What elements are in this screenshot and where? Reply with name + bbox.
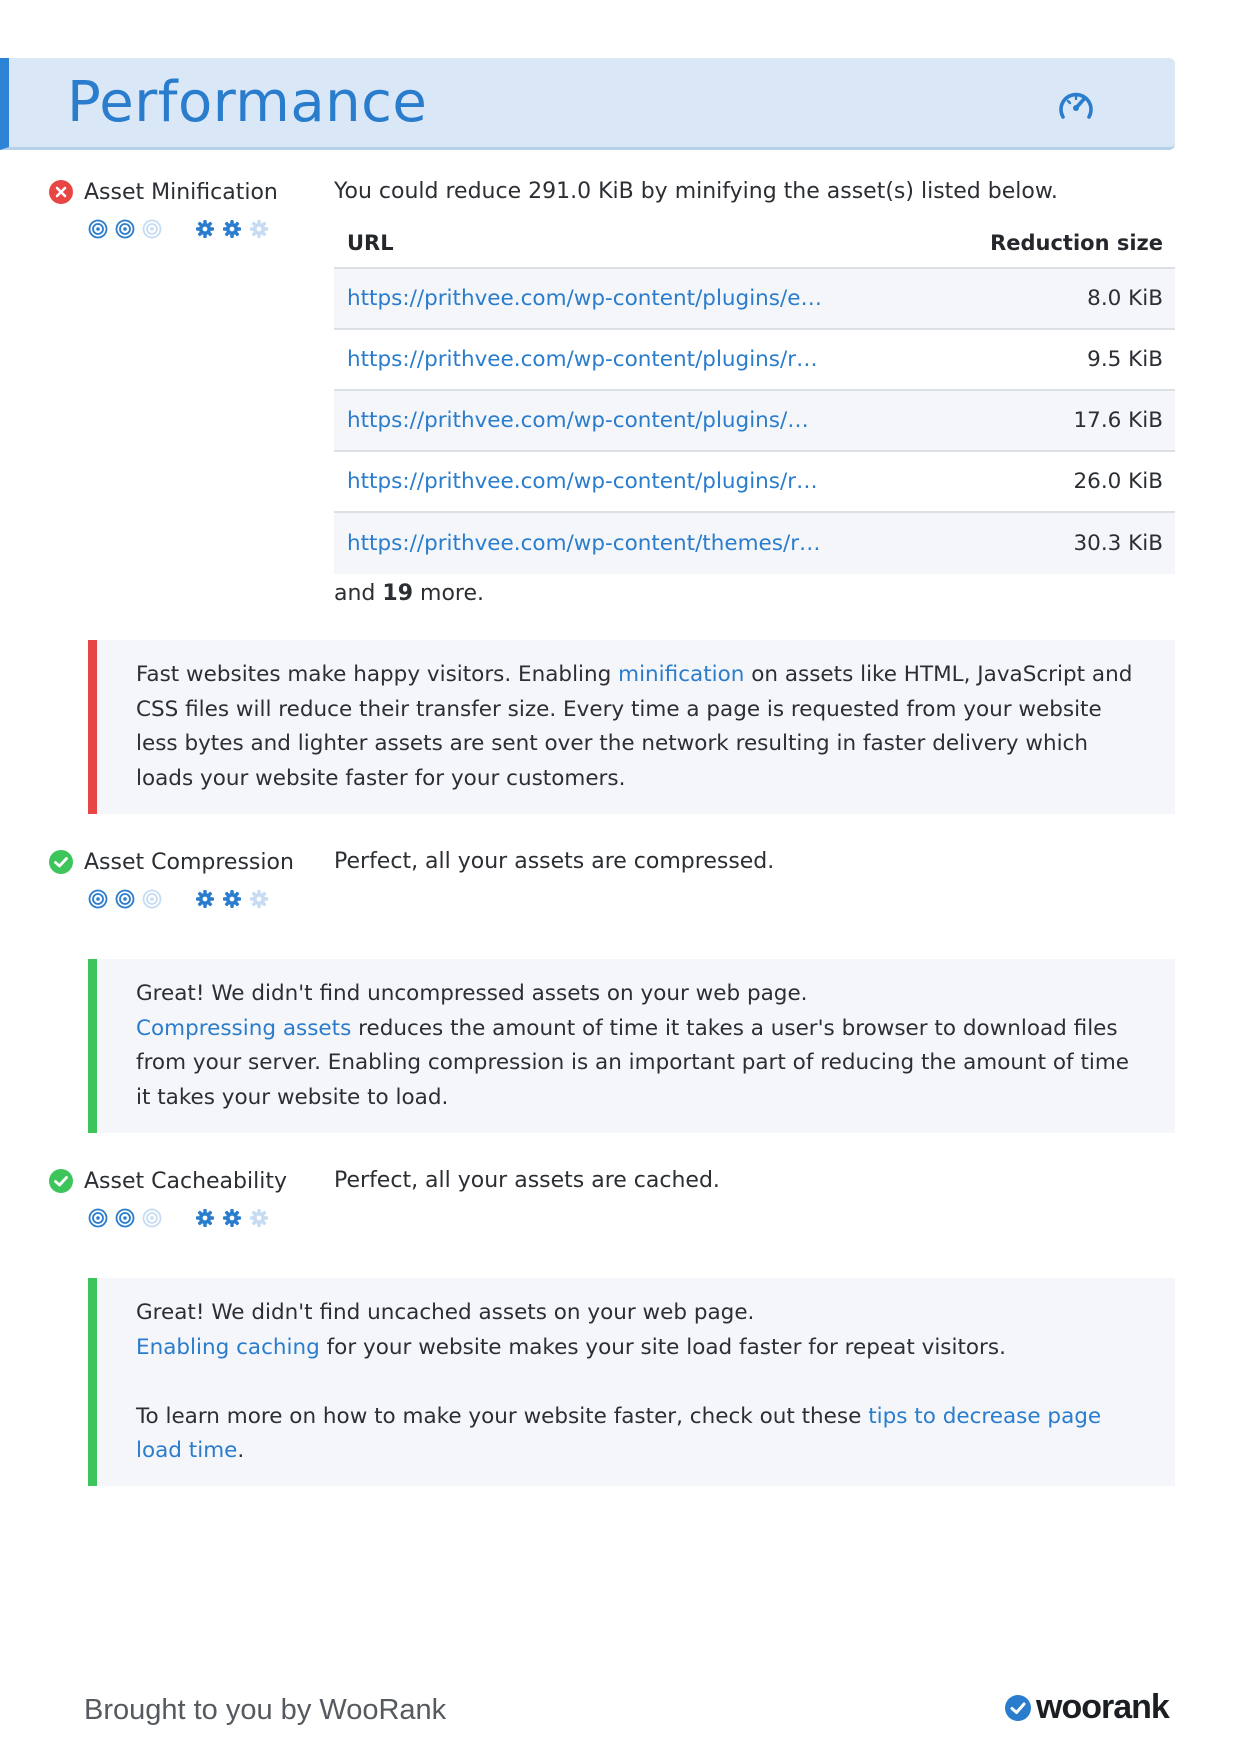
impact-target-icon xyxy=(115,1208,135,1228)
table-row xyxy=(334,269,1175,330)
column-header-url: URL xyxy=(347,231,394,255)
table-header xyxy=(334,219,1175,269)
difficulty-gear-icon xyxy=(195,1208,215,1228)
minification-link[interactable]: minification xyxy=(618,662,745,687)
section-header xyxy=(0,58,1175,150)
minification-advice xyxy=(88,640,1175,814)
pass-status-icon xyxy=(48,849,74,875)
criterion-summary: Perfect, all your assets are cached. xyxy=(334,1168,720,1193)
page-title: Performance xyxy=(67,70,428,135)
advice-text: on assets like HTML, JavaScript and CSS files will reduce their transfer size. Every time a page is requested from your website less bytes and lighter assets are sent over the network resulting in faster delivery which loads your website faster for your customers. xyxy=(136,662,1133,791)
rating-icons xyxy=(88,889,276,909)
woorank-wordmark: woorank xyxy=(1036,1688,1169,1726)
cacheability-advice xyxy=(88,1278,1175,1486)
asset-url-link[interactable]: https://prithvee.com/wp-content/plugins/… xyxy=(347,408,809,433)
asset-url-link[interactable]: https://prithvee.com/wp-content/plugins/r… xyxy=(347,469,818,494)
criterion-summary: Perfect, all your assets are compressed. xyxy=(334,849,775,874)
fail-status-icon xyxy=(48,179,74,205)
difficulty-gear-icon xyxy=(249,1208,269,1228)
impact-target-icon xyxy=(142,889,162,909)
pass-status-icon xyxy=(48,1168,74,1194)
compression-advice xyxy=(88,959,1175,1133)
compressing-assets-link[interactable]: Compressing assets xyxy=(136,1015,352,1041)
asset-url-link[interactable]: https://prithvee.com/wp-content/plugins/r… xyxy=(347,347,818,372)
criterion-name: Asset Minification xyxy=(84,179,278,205)
table-row xyxy=(334,513,1175,574)
impact-target-icon xyxy=(115,889,135,909)
rating-icons xyxy=(88,219,276,239)
difficulty-gear-icon xyxy=(222,1208,242,1228)
impact-target-icon xyxy=(88,889,108,909)
difficulty-gear-icon xyxy=(195,889,215,909)
advice-text: Great! We didn't find uncompressed assets on your web page. xyxy=(136,981,808,1006)
table-row xyxy=(334,330,1175,391)
enabling-caching-link[interactable]: Enabling caching xyxy=(136,1334,320,1360)
criterion-summary: You could reduce 291.0 KiB by minifying the asset(s) listed below. xyxy=(334,179,1058,204)
difficulty-gear-icon xyxy=(249,219,269,239)
advice-text: To learn more on how to make your website faster, check out these xyxy=(136,1403,869,1429)
reduction-size: 30.3 KiB xyxy=(1073,531,1163,556)
column-header-reduction-size: Reduction size xyxy=(990,231,1163,255)
reduction-size: 17.6 KiB xyxy=(1073,408,1163,433)
table-row xyxy=(334,391,1175,452)
advice-text: . xyxy=(237,1438,245,1463)
difficulty-gear-icon xyxy=(222,219,242,239)
criterion-heading xyxy=(48,179,278,205)
table-row xyxy=(334,452,1175,513)
more-prefix: and xyxy=(334,581,376,606)
impact-target-icon xyxy=(142,1208,162,1228)
criterion-name: Asset Compression xyxy=(84,849,294,875)
reduction-table xyxy=(334,219,1175,574)
criterion-heading xyxy=(48,1168,287,1194)
impact-target-icon xyxy=(88,219,108,239)
woorank-logo xyxy=(1003,1688,1169,1727)
advice-text: Great! We didn't find uncached assets on your web page. xyxy=(136,1300,755,1325)
impact-target-icon xyxy=(88,1208,108,1228)
impact-target-icon xyxy=(142,219,162,239)
difficulty-gear-icon xyxy=(249,889,269,909)
rating-icons xyxy=(88,1208,276,1228)
more-suffix: more. xyxy=(420,581,484,606)
difficulty-gear-icon xyxy=(222,889,242,909)
criterion-name: Asset Cacheability xyxy=(84,1168,287,1194)
speedometer-icon xyxy=(1057,88,1095,122)
tips-decrease-load-time-link[interactable]: tips to decrease page load time xyxy=(136,1403,1102,1463)
advice-text: Fast websites make happy visitors. Enabling xyxy=(136,662,619,687)
asset-url-link[interactable]: https://prithvee.com/wp-content/plugins/e… xyxy=(347,286,822,311)
advice-text: reduces the amount of time it takes a user's browser to download files from your server. Enabling compression is an important part of reducing the amount of time it takes your website to load. xyxy=(136,1015,1130,1110)
reduction-size: 26.0 KiB xyxy=(1073,469,1163,494)
more-count: 19 xyxy=(382,581,414,606)
criterion-heading xyxy=(48,849,294,875)
impact-target-icon xyxy=(115,219,135,239)
woorank-check-icon xyxy=(1003,1693,1033,1723)
reduction-size: 9.5 KiB xyxy=(1087,347,1163,372)
asset-url-link[interactable]: https://prithvee.com/wp-content/themes/r… xyxy=(347,531,821,556)
footer-credit: Brought to you by WooRank xyxy=(84,1694,447,1726)
reduction-size: 8.0 KiB xyxy=(1087,286,1163,311)
more-assets-count xyxy=(334,581,484,606)
advice-text: for your website makes your site load faster for repeat visitors. xyxy=(319,1334,1006,1360)
difficulty-gear-icon xyxy=(195,219,215,239)
